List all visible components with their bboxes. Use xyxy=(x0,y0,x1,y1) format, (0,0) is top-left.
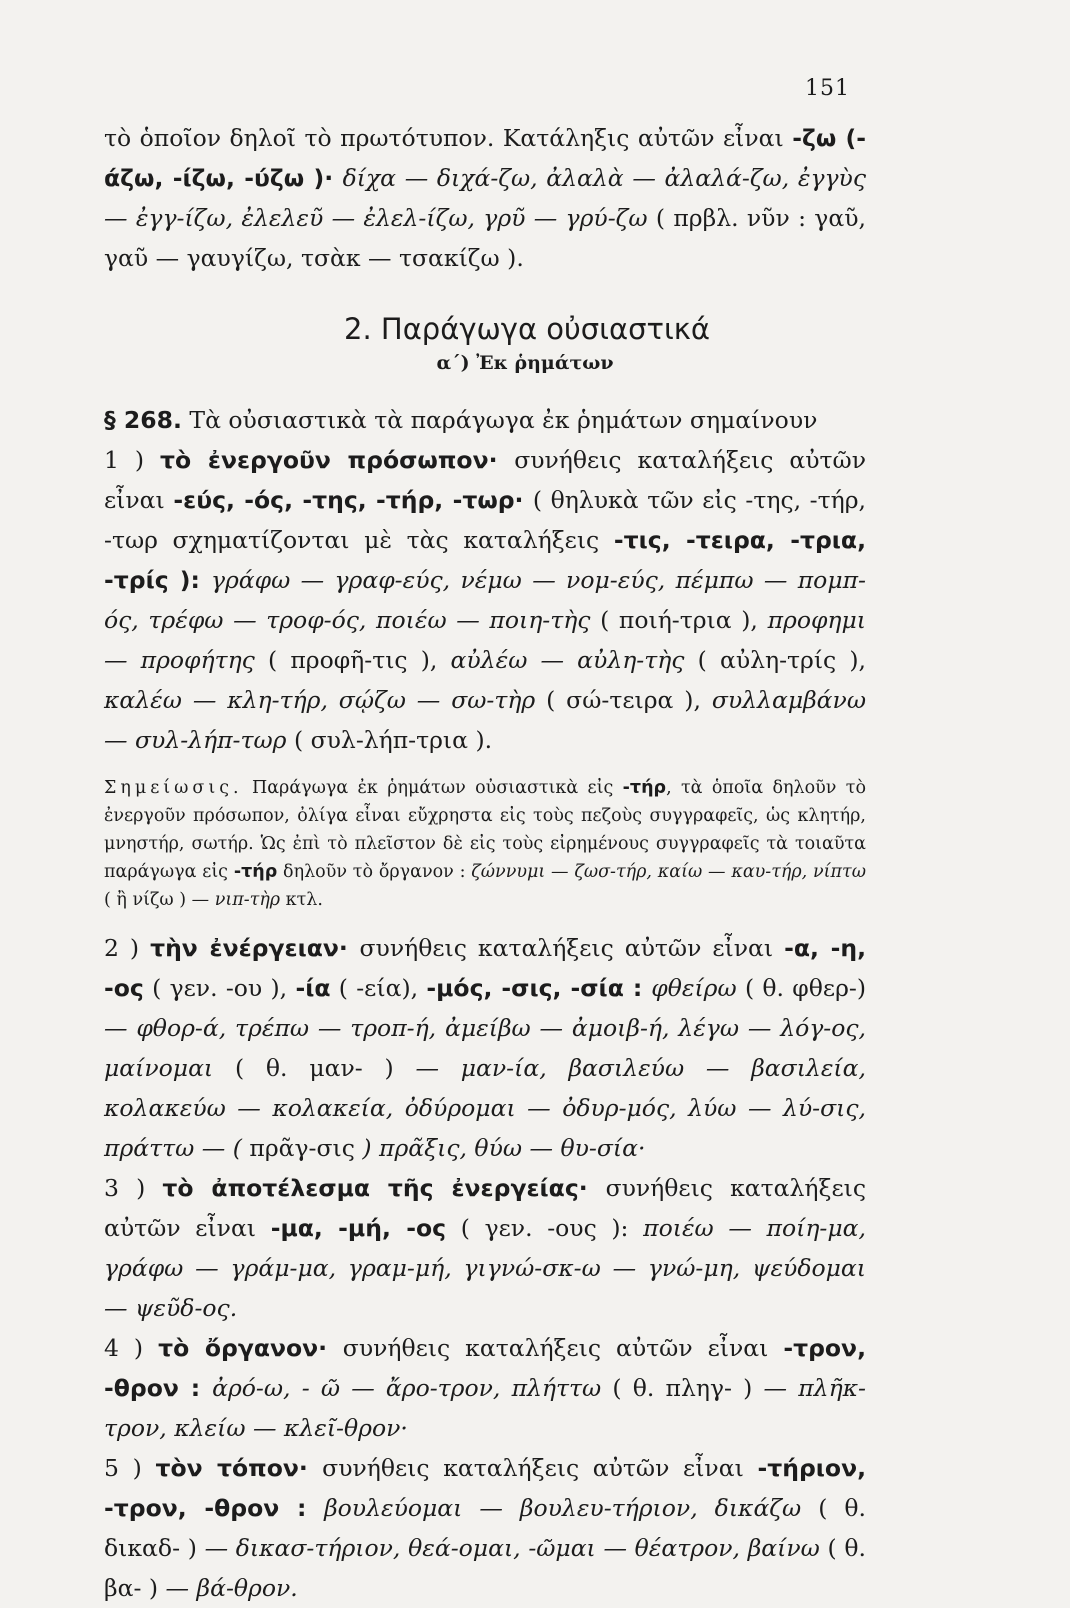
page-number: 151 xyxy=(805,76,850,101)
item-3-number: 3 ) xyxy=(104,1174,163,1202)
item-2-text-5: ( θ. μαν- ) xyxy=(213,1054,416,1082)
item-3-text-2: ( γεν. -ους ): xyxy=(446,1214,644,1242)
item-5-text-2: ( θ. δικαδ- ) xyxy=(104,1494,867,1562)
item-2-text: συνήθεις καταλήξεις αὐτῶν εἶναι xyxy=(359,934,785,962)
item-4-text: συνήθεις καταλήξεις αὐτῶν εἶναι xyxy=(342,1334,784,1362)
item-2 xyxy=(104,928,866,1168)
item-3-title: τὸ ἀποτέλεσμα τῆς ἐνεργείας· xyxy=(162,1174,606,1202)
item-2-title: τὴν ἐνέργειαν· xyxy=(150,934,360,962)
item-1-examples-1: γράφω — γραφ-εύς, νέμω — νομ-εύς, πέμπω — πομπ-ός, τρέφω — τροφ-ός, ποιέω — ποιη-τὴς xyxy=(104,566,866,634)
note-ending-1: -τήρ xyxy=(622,778,667,798)
item-1-text-6: ( σώ-τειρα ), xyxy=(535,686,712,714)
item-2-examples-2: — φθορ-ά, τρέπω — τροπ-ή, ἀμείβω — ἀμοιβ-ή, λέγω — λόγ-ος, μαίνομαι xyxy=(104,1014,866,1082)
item-2-text-6: πρᾶγ-σις xyxy=(241,1134,363,1162)
item-2-examples-4: ) πρᾶξις, θύω — θυ-σία· xyxy=(362,1134,646,1162)
item-5-text: συνήθεις καταλήξεις αὐτῶν εἶναι xyxy=(322,1454,758,1482)
paragraph-268-text: Τὰ οὐσιαστικὰ τὰ παράγωγα ἐκ ῥημάτων σημαίνουν xyxy=(181,406,818,434)
intro-examples: δίχα — διχά-ζω, ἀλαλὰ — ἀλαλά-ζω, ἐγγὺς — ἐγγ-ίζω, ἐλελεῦ — ἐλελ-ίζω, γρῦ — γρύ-ζω xyxy=(104,164,866,232)
item-1-text-4: ( προφῆ-τις ), xyxy=(254,646,451,674)
item-1 xyxy=(104,440,866,760)
item-2-endings-2: -ία xyxy=(295,974,331,1002)
item-2-examples-1: φθείρω xyxy=(651,974,737,1002)
item-2-number: 2 ) xyxy=(104,934,151,962)
item-3-endings: -μα, -μή, -ος xyxy=(270,1214,447,1242)
note-ending-2: -τήρ xyxy=(233,862,278,882)
item-4-examples-2: — πλῆκ-τρον, κλείω — κλεῖ-θρον· xyxy=(104,1374,866,1442)
item-1-examples-4: καλέω — κλη-τήρ, σῴζω — σω-τὴρ xyxy=(104,686,536,714)
item-5-title: τὸν τόπον· xyxy=(155,1454,323,1482)
note-label: Σημείωσις. xyxy=(104,778,243,798)
item-2-text-3: ( -εία), xyxy=(330,974,427,1002)
section-title: 2. Παράγωγα οὐσιαστικά xyxy=(344,312,710,346)
item-1-text-5: ( αὐλη-τρίς ), xyxy=(684,646,867,674)
note-text-4: ( ἢ νίζω ) xyxy=(104,890,192,910)
note-text-5: κτλ. xyxy=(280,890,323,910)
intro-text-1: τὸ ὁποῖον δηλοῖ τὸ πρωτότυπον. Κατάληξις αὐτῶν εἶναι xyxy=(104,124,793,152)
item-1-text-3: ( ποιή-τρια ), xyxy=(590,606,768,634)
note-text-1: Παράγωγα ἐκ ῥημάτων οὐσιαστικὰ εἰς xyxy=(242,778,623,798)
item-1-number: 1 ) xyxy=(104,446,161,474)
item-4-endings: -τρον, -θρον : xyxy=(104,1334,866,1402)
intro-endings: -ζω (-άζω, -ίζω, -ύζω )· xyxy=(104,124,866,192)
item-2-examples-3: — μαν-ία, βασιλεύω — βασιλεία, κολακεύω — κολακεία, ὀδύρομαι — ὀδυρ-μός, λύω — λύ-σις, πράττω — ( xyxy=(104,1054,866,1162)
note-examples-1: ζώννυμι — ζωσ-τήρ, καίω — καυ-τήρ, νίπτω xyxy=(471,862,866,882)
item-4 xyxy=(104,1328,866,1448)
item-2-endings-3: -μός, -σις, -σία : xyxy=(426,974,652,1002)
item-3-examples: ποιέω — ποίη-μα, γράφω — γράμ-μα, γραμ-μή, γιγνώ-σκ-ω — γνώ-μη, ψεύδομαι — ψεῦδ-ος. xyxy=(104,1214,866,1322)
item-4-number: 4 ) xyxy=(104,1334,159,1362)
item-1-text-7: ( συλ-λήπ-τρια ). xyxy=(286,726,493,754)
item-5-endings: -τήριον, -τρον, -θρον : xyxy=(104,1454,867,1522)
item-1-title: τὸ ἐνεργοῦν πρόσωπον· xyxy=(160,446,515,474)
note-examples-2: — νιπ-τὴρ xyxy=(191,890,281,910)
item-2-text-2: ( γεν. -ου ), xyxy=(143,974,296,1002)
note-text-2: , τὰ ὁποῖα δηλοῦν τὸ ἐνεργοῦν πρόσωπον, ὀλίγα εἶναι εὔχρηστα εἰς τοὺς πεζοὺς συγγραφεῖς, ὡς κλητήρ, μνηστήρ, σωτήρ. Ὡς ἐπὶ τὸ πλεῖστον δὲ εἰς τοὺς εἰρημένους συγγραφεῖς τὰ τοιαῦτα παράγωγα εἰς xyxy=(104,778,866,882)
item-5 xyxy=(104,1448,866,1608)
paragraph-268 xyxy=(104,400,866,440)
item-1-examples-3: αὐλέω — αὐλη-τὴς xyxy=(450,646,685,674)
note-paragraph xyxy=(104,774,866,914)
section-number: § 268. xyxy=(104,406,182,434)
item-1-examples-5: συλλαμβάνω — συλ-λήπ-τωρ xyxy=(104,686,866,754)
item-2-text-4: ( θ. φθερ-) xyxy=(736,974,867,1002)
page-content xyxy=(104,118,866,1608)
item-3 xyxy=(104,1168,866,1328)
intro-text-2: ( πρβλ. νῦν : γαῦ, γαῦ — γαυγίζω, τσὰκ — τσακίζω ). xyxy=(104,204,866,272)
section-subtitle: α΄) Ἐκ ῥημάτων xyxy=(436,352,614,374)
item-5-text-3: ( θ. βα- ) xyxy=(104,1534,866,1602)
note-text-3: δηλοῦν τὸ ὄργανον : xyxy=(277,862,472,882)
item-5-examples-3: — βά-θρον. xyxy=(165,1574,298,1602)
item-4-title: τὸ ὄργανον· xyxy=(158,1334,343,1362)
item-5-examples-2: — δικασ-τήριον, θεά-ομαι, -ῶμαι — θέατρον, βαίνω xyxy=(204,1534,820,1562)
item-2-endings-1: -α, -η, -ος xyxy=(104,934,867,1002)
item-5-number: 5 ) xyxy=(104,1454,156,1482)
item-1-endings: -εύς, -ός, -της, -τήρ, -τωρ· xyxy=(173,486,533,514)
item-1-fem-endings: -τις, -τειρα, -τρια, -τρίς ): xyxy=(104,526,866,594)
intro-paragraph xyxy=(104,118,866,278)
item-5-examples-1: βουλεύομαι — βουλευ-τήριον, δικάζω xyxy=(324,1494,802,1522)
item-1-text-2: ( θηλυκὰ τῶν εἰς -της, -τήρ, -τωρ σχηματίζονται μὲ τὰς καταλήξεις xyxy=(104,486,866,554)
item-3-text: συνήθεις καταλήξεις αὐτῶν εἶναι xyxy=(104,1174,866,1242)
item-1-text: συνήθεις καταλήξεις αὐτῶν εἶναι xyxy=(104,446,866,514)
item-1-examples-2: προφημι — προφήτης xyxy=(104,606,866,674)
item-4-text-2: ( θ. πληγ- ) xyxy=(601,1374,764,1402)
item-4-examples-1: ἀρό-ω, - ῶ — ἄρο-τρον, πλήττω xyxy=(212,1374,602,1402)
